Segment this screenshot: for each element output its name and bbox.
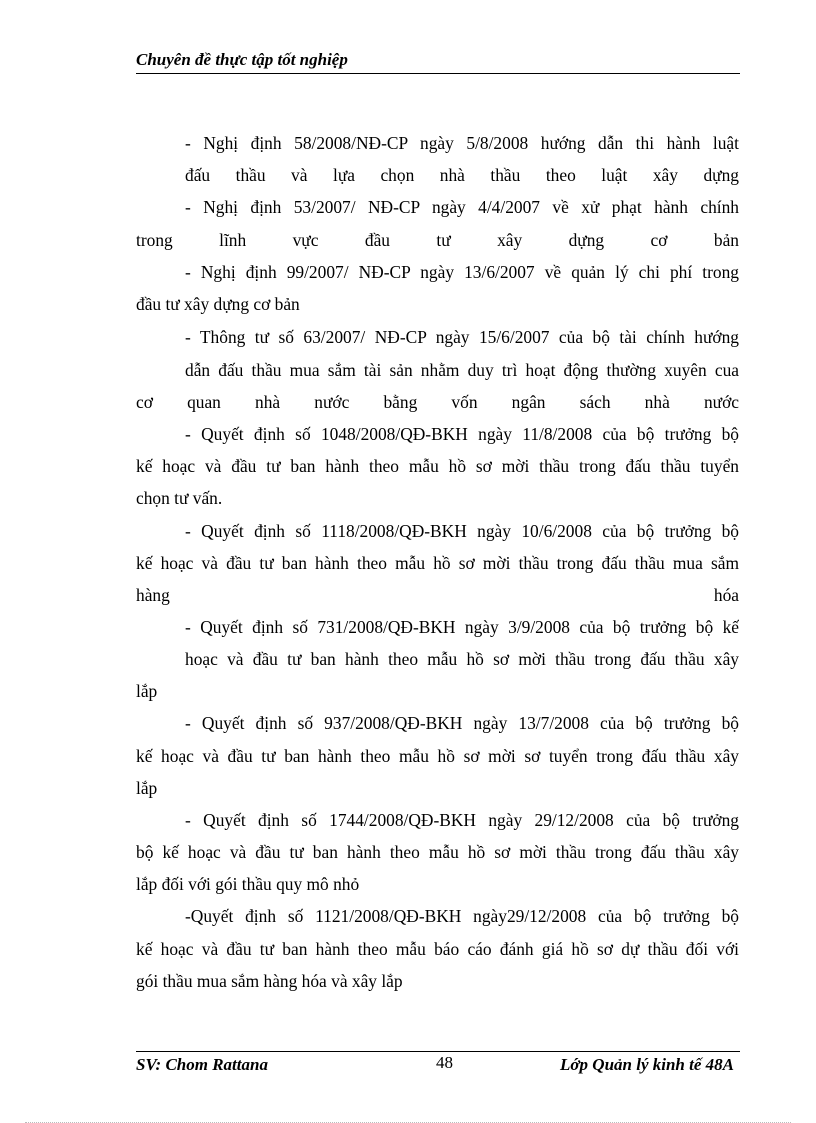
text-line: - Thông tư số 63/2007/ NĐ-CP ngày 15/6/2007 của bộ tài chính hướng bbox=[185, 327, 739, 347]
text-line: -Quyết định số 1121/2008/QĐ-BKH ngày29/12/2008 của bộ trưởng bộ bbox=[185, 906, 739, 926]
text-line: - Nghị định 58/2008/NĐ-CP ngày 5/8/2008 hướng dẫn thi hành luật bbox=[185, 133, 739, 153]
text-line: - Nghị định 99/2007/ NĐ-CP ngày 13/6/2007 về quản lý chi phí trong bbox=[185, 262, 739, 282]
text-line: hoạc và đầu tư ban hành theo mẫu hồ sơ mời thầu trong đấu thầu xây bbox=[185, 649, 739, 669]
text-line: - Nghị định 53/2007/ NĐ-CP ngày 4/4/2007 về xử phạt hành chính bbox=[185, 197, 739, 217]
footer-class-name: Lớp Quản lý kinh tế 48A bbox=[560, 1055, 734, 1074]
footer-student-name: SV: Chom Rattana bbox=[136, 1055, 268, 1074]
header-title: Chuyên đề thực tập tốt nghiệp bbox=[136, 50, 348, 69]
text-line: - Quyết định số 1048/2008/QĐ-BKH ngày 11/8/2008 của bộ trưởng bộ bbox=[185, 424, 739, 444]
text-line: lắp bbox=[136, 681, 158, 701]
text-line: cơ quan nhà nước bằng vốn ngân sách nhà nước bbox=[136, 392, 739, 412]
text-line: lắp đối với gói thầu quy mô nhỏ bbox=[136, 874, 360, 894]
text-line: chọn tư vấn. bbox=[136, 488, 223, 508]
page-footer bbox=[136, 1051, 740, 1076]
text-line: trong lĩnh vực đầu tư xây dựng cơ bản bbox=[136, 230, 739, 250]
text-line: - Quyết định số 1744/2008/QĐ-BKH ngày 29/12/2008 của bộ trưởng bbox=[185, 810, 739, 830]
text-line: bộ kế hoạc và đầu tư ban hành theo mẫu hồ sơ mời thầu trong đấu thầu xây bbox=[136, 842, 739, 862]
text-line: kế hoạc và đầu tư ban hành theo mẫu hồ sơ mời thầu trong đấu thầu mua sắm bbox=[136, 553, 739, 573]
text-line: hàng hóa bbox=[136, 585, 739, 605]
text-line: - Quyết định số 1118/2008/QĐ-BKH ngày 10/6/2008 của bộ trưởng bộ bbox=[185, 521, 739, 541]
text-line: kế hoạc và đầu tư ban hành theo mẫu báo cáo đánh giá hồ sơ dự thầu đối với bbox=[136, 939, 739, 959]
text-line: - Quyết định số 731/2008/QĐ-BKH ngày 3/9/2008 của bộ trưởng bộ kế bbox=[185, 617, 739, 637]
text-line: lắp bbox=[136, 778, 158, 798]
text-line: - Quyết định số 937/2008/QĐ-BKH ngày 13/7/2008 của bộ trưởng bộ bbox=[185, 713, 739, 733]
text-line: gói thầu mua sắm hàng hóa và xây lắp bbox=[136, 971, 403, 991]
text-line: dẫn đấu thầu mua sắm tài sản nhằm duy trì hoạt động thường xuyên cua bbox=[185, 360, 739, 380]
document-body bbox=[136, 0, 739, 1040]
text-line: đấu thầu và lựa chọn nhà thầu theo luật xây dựng bbox=[185, 165, 739, 185]
text-line: đầu tư xây dựng cơ bản bbox=[136, 294, 300, 314]
footer-page-number: 48 bbox=[436, 1053, 453, 1072]
text-line: kế hoạc và đầu tư ban hành theo mẫu hồ sơ mời sơ tuyển trong đấu thầu xây bbox=[136, 746, 739, 766]
text-line: kế hoạc và đầu tư ban hành theo mẫu hồ sơ mời thầu trong đấu thầu tuyển bbox=[136, 456, 739, 476]
